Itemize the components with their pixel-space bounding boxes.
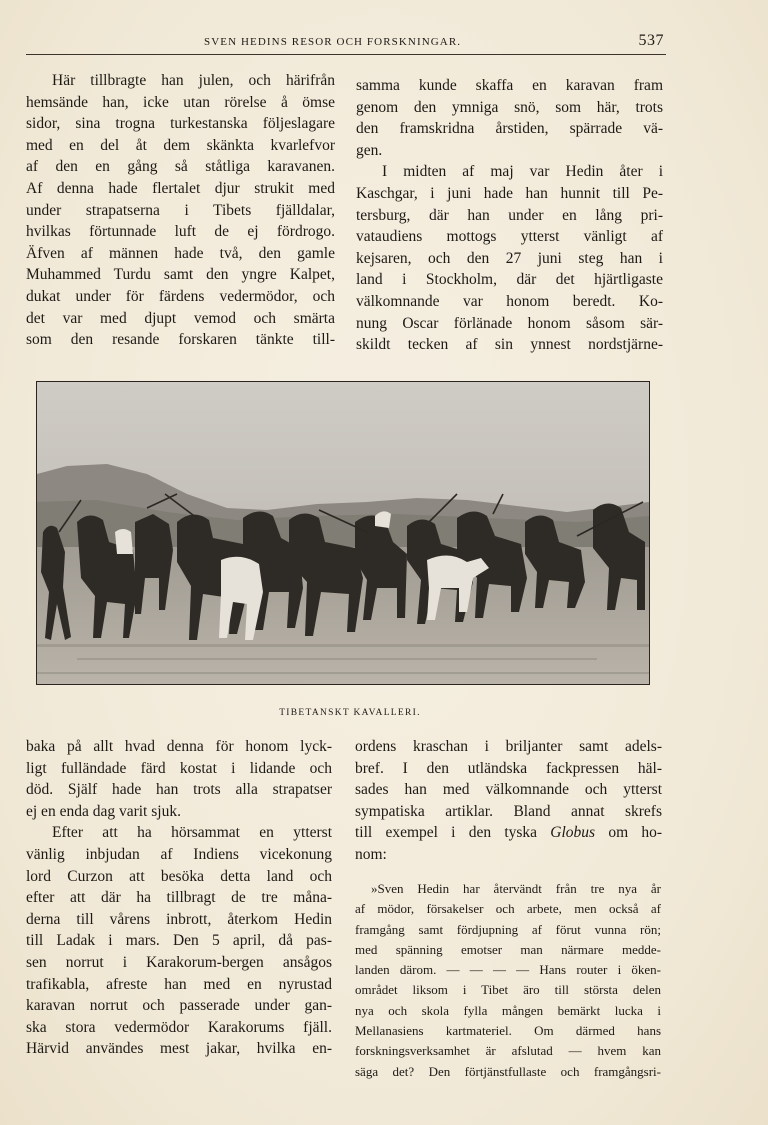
text-line: välkomnande var honom beredt. Ko- <box>356 292 663 310</box>
text-line: sen norrut i Karakorum-bergen ansågos <box>26 953 332 971</box>
text-line: karavan norrut och passerade under gan- <box>26 997 332 1015</box>
text-line: af den en gång så ståtliga karavanen. <box>26 158 335 176</box>
text-line: tersburg, där han under en lång pri- <box>356 206 663 224</box>
text-line: ej en enda dag varit sjuk. <box>26 802 181 820</box>
text-line: Kaschgar, i juni hade han hunnit till Pe- <box>356 184 663 202</box>
text-line: kejsaren, och den 27 juni steg han i <box>356 249 663 267</box>
text-line: Härvid användes mest jakar, hvilka en- <box>26 1040 332 1058</box>
text-line: derna till vårens inbrott, återkom Hedin <box>26 910 332 928</box>
block-quote <box>355 879 661 1082</box>
text-line: som den resande forskaren tänkte till- <box>26 331 335 349</box>
text-line: den framskridna årstiden, spärrade vä- <box>356 120 663 138</box>
journal-title-italic: Globus <box>550 824 596 842</box>
figure-caption: TIBETANSKT KAVALLERI. <box>279 708 421 718</box>
text-line: Muhammed Turdu samt den yngre Kalpet, <box>26 266 335 284</box>
ground-streak <box>37 672 649 674</box>
text-line: genom den ymniga snö, som här, trots <box>356 98 663 116</box>
text-segment: till exempel i den tyska <box>355 824 538 842</box>
text-line: land i Stockholm, där det hjärtligaste <box>356 271 663 289</box>
text-line: samma kunde skaffa en karavan fram <box>356 77 663 94</box>
text-column-bottom-left <box>26 736 332 1060</box>
text-column-bottom-right <box>355 736 662 866</box>
quote-line: landen därom. — — — — Hans router i öken- <box>355 962 661 978</box>
running-title: SVEN HEDINS RESOR OCH FORSKNINGAR. <box>204 36 462 48</box>
photo-illustration <box>37 382 649 684</box>
text-line: hemsände han, icke utan rörelse å ömse <box>26 93 335 111</box>
text-line: det var med djupt vemod och smärta <box>26 309 335 327</box>
text-line: lord Curzon att besöka detta land och <box>26 867 332 885</box>
text-line: skildt tecken af sin ynnest nordstjärne- <box>356 336 663 354</box>
ground-streak <box>77 658 597 660</box>
ground-streak <box>37 644 649 647</box>
quote-line: Mellanasiens kartmateriel. Om därmed hans <box>355 1023 661 1039</box>
text-line: nung Oscar förlänade honom såsom sär- <box>356 314 663 332</box>
quote-line: framgång samt fördjupning af förut vunna rön; <box>355 921 661 937</box>
text-line: hvilkas förtunnade luft de ej fördrogo. <box>26 223 335 241</box>
text-line-with-italic <box>355 822 662 844</box>
text-line: efter att där ha tillbragt de tre måna- <box>26 889 332 907</box>
quote-line: säga det? Den förtjänstfullaste och framgångsri- <box>355 1063 661 1079</box>
text-line: baka på allt hvad denna för honom lyck- <box>26 738 332 755</box>
quote-line: med spänning emotser man närmare medde- <box>355 941 661 957</box>
text-line: sades han med välkomnande och ytterst <box>355 781 662 799</box>
white-robe <box>115 529 133 554</box>
page-number: 537 <box>638 32 664 49</box>
text-line: vänlig inbjudan af Indiens vicekonung <box>26 845 332 863</box>
text-line: dukat under för färdens vedermödor, och <box>26 287 335 305</box>
text-line: under strapatserna i Tibets fjälldalar, <box>26 201 335 219</box>
text-line: I midten af maj var Hedin åter i <box>382 163 663 181</box>
quote-line: nya och skola fylla mången bemärkt lucka i <box>355 1002 661 1018</box>
text-column-top-left <box>26 70 335 351</box>
text-line: ligt fulländade färd kostat i lidande och <box>26 759 332 777</box>
text-line: Efter att ha hörsammat en ytterst <box>52 824 332 842</box>
text-segment: om ho- <box>608 824 663 842</box>
text-line: sympatiska artiklar. Bland annat skrefs <box>355 802 662 820</box>
text-column-top-right <box>356 75 663 356</box>
quote-line: området liksom i Tibet äro till största delen <box>355 982 661 998</box>
text-line: med en del åt dem skänkta kvarlefvor <box>26 136 335 154</box>
running-header <box>26 30 666 55</box>
text-line: sidor, sina trogna turkestanska följeslagare <box>26 115 335 133</box>
text-line: ordens kraschan i briljanter samt adels- <box>355 738 662 755</box>
text-line: ska stora vedermödor Karakorums fjäll. <box>26 1018 332 1036</box>
text-line: Af denna hade flertalet djur strukit med <box>26 179 335 197</box>
quote-line: »Sven Hedin har återvändt från tre nya år <box>371 881 661 896</box>
text-line: Äfven af männen hade två, den gamle <box>26 244 335 262</box>
text-line: nom: <box>355 845 387 863</box>
text-line: gen. <box>356 141 383 159</box>
quote-line: af mödor, försakelser och arbete, men också af <box>355 901 661 917</box>
text-line: Här tillbragte han julen, och härifrån <box>52 72 335 89</box>
text-line: bref. I den utländska fackpressen häl- <box>355 759 662 777</box>
text-line: trafikabla, afreste han med en nyrustad <box>26 975 332 993</box>
text-line: död. Själf hade han trots alla strapatser <box>26 781 332 799</box>
quote-line: forskningsverksamhet är afslutad — hvem kan <box>355 1043 661 1059</box>
cavalry-photograph <box>36 381 650 685</box>
text-line: till Ladak i mars. Den 5 april, då pas- <box>26 932 332 950</box>
text-line: vataudiens mottogs ytterst vänligt af <box>356 228 663 246</box>
